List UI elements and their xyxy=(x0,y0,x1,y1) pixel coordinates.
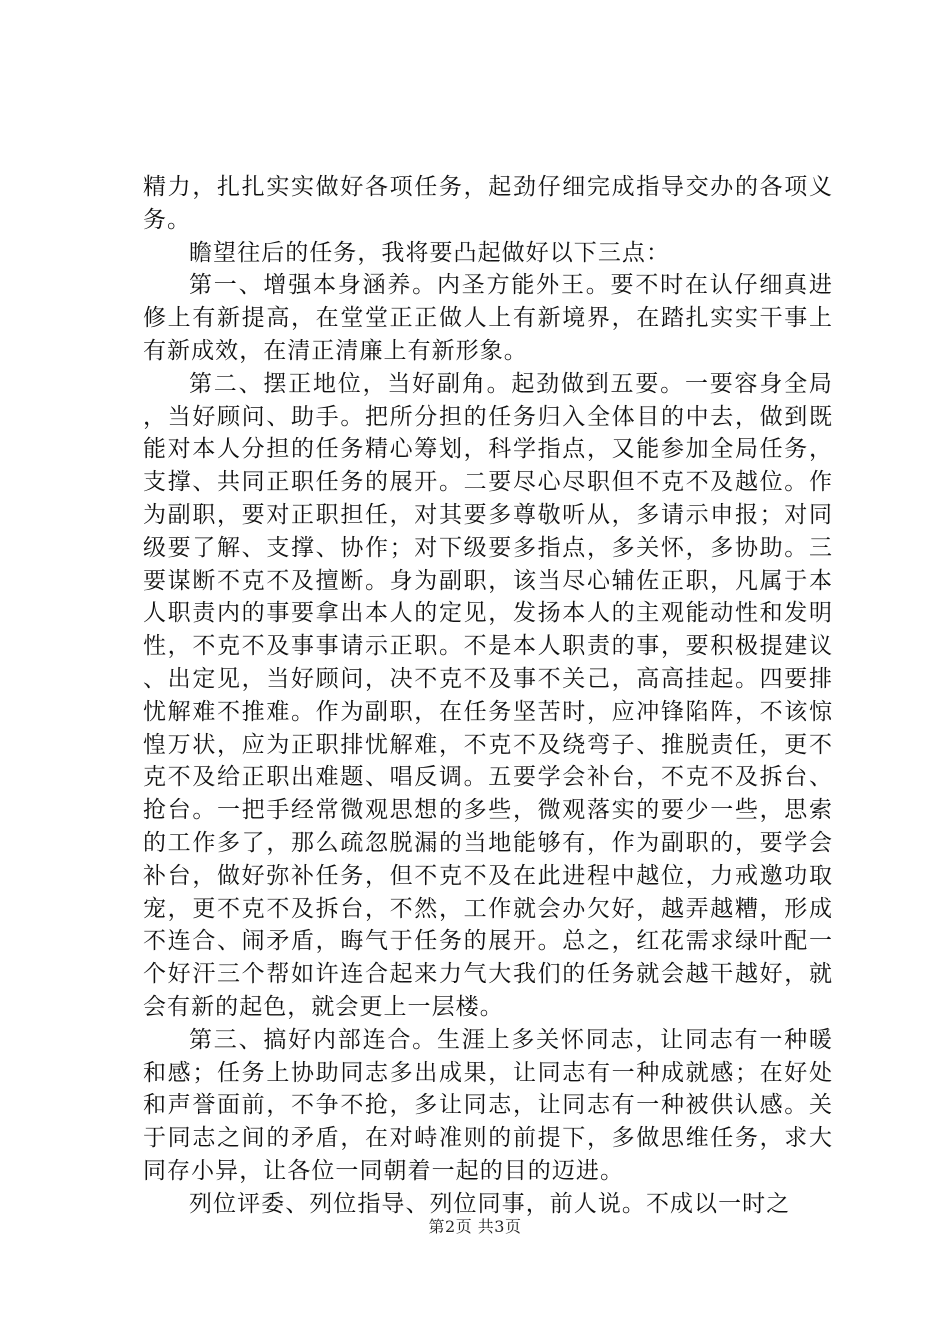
paragraph-closing: 列位评委、列位指导、列位同事，前人说。不成以一时之 xyxy=(189,1190,791,1217)
paragraph-continuation: 精力，扎扎实实做好各项任务，起劲仔细完成指导交办的各项义务。 xyxy=(143,174,833,233)
page-number-footer: 第2页 共3页 xyxy=(428,1217,522,1236)
document-body xyxy=(143,171,833,1221)
paragraph-point-two: 第二、摆正地位，当好副角。起劲做到五要。一要容身全局，当好顾问、助手。把所分担的任务归入全体目的中去，做到既能对本人分担的任务精心筹划，科学指点，又能参加全局任务，支撑、共同正职任务的展开。二要尽心尽职但不克不及越位。作为副职，要对正职担任，对其要多尊敬听从，多请示申报；对同级要了解、支撑、协作；对下级要多指点，多关怀，多协助。三要谋断不克不及擅断。身为副职，该当尽心辅佐正职，凡属于本人职责内的事要拿出本人的定见，发扬本人的主观能动性和发明性，不克不及事事请示正职。不是本人职责的事，要积极提建议、出定见，当好顾问，决不克不及事不关己，高高挂起。四要排忧解难不推难。作为副职，在任务坚苦时，应冲锋陷阵，不该惊惶万状，应为正职排忧解难，不克不及绕弯子、推脱责任，更不克不及给正职出难题、唱反调。五要学会补台，不克不及拆台、抢台。一把手经常微观思想的多些，微观落实的要少一些，思索的工作多了，那么疏忽脱漏的当地能够有，作为副职的，要学会补台，做好弥补任务，但不克不及在此进程中越位，力戒邀功取宠，更不克不及拆台，不然，工作就会办欠好，越弄越糟，形成不连合、闹矛盾，晦气于任务的展开。总之，红花需求绿叶配一个好汗三个帮如许连合起来力气大我们的任务就会越干越好，就会有新的起色，就会更上一层楼。 xyxy=(143,370,833,1020)
paragraph-point-one: 第一、增强本身涵养。内圣方能外王。要不时在认仔细真进修上有新提高，在堂堂正正做人上有新境界，在踏扎实实干事上有新成效，在清正清廉上有新形象。 xyxy=(143,272,833,364)
paragraph-outlook: 瞻望往后的任务，我将要凸起做好以下三点： xyxy=(189,239,670,266)
paragraph-point-three: 第三、搞好内部连合。生涯上多关怀同志，让同志有一种暖和感；任务上协助同志多出成果，让同志有一种成就感；在好处和声誉面前，不争不抢，多让同志，让同志有一种被供认感。关于同志之间的矛盾，在对峙准则的前提下，多做思维任务，求大同存小异，让各位一同朝着一起的目的迈进。 xyxy=(143,1026,833,1184)
